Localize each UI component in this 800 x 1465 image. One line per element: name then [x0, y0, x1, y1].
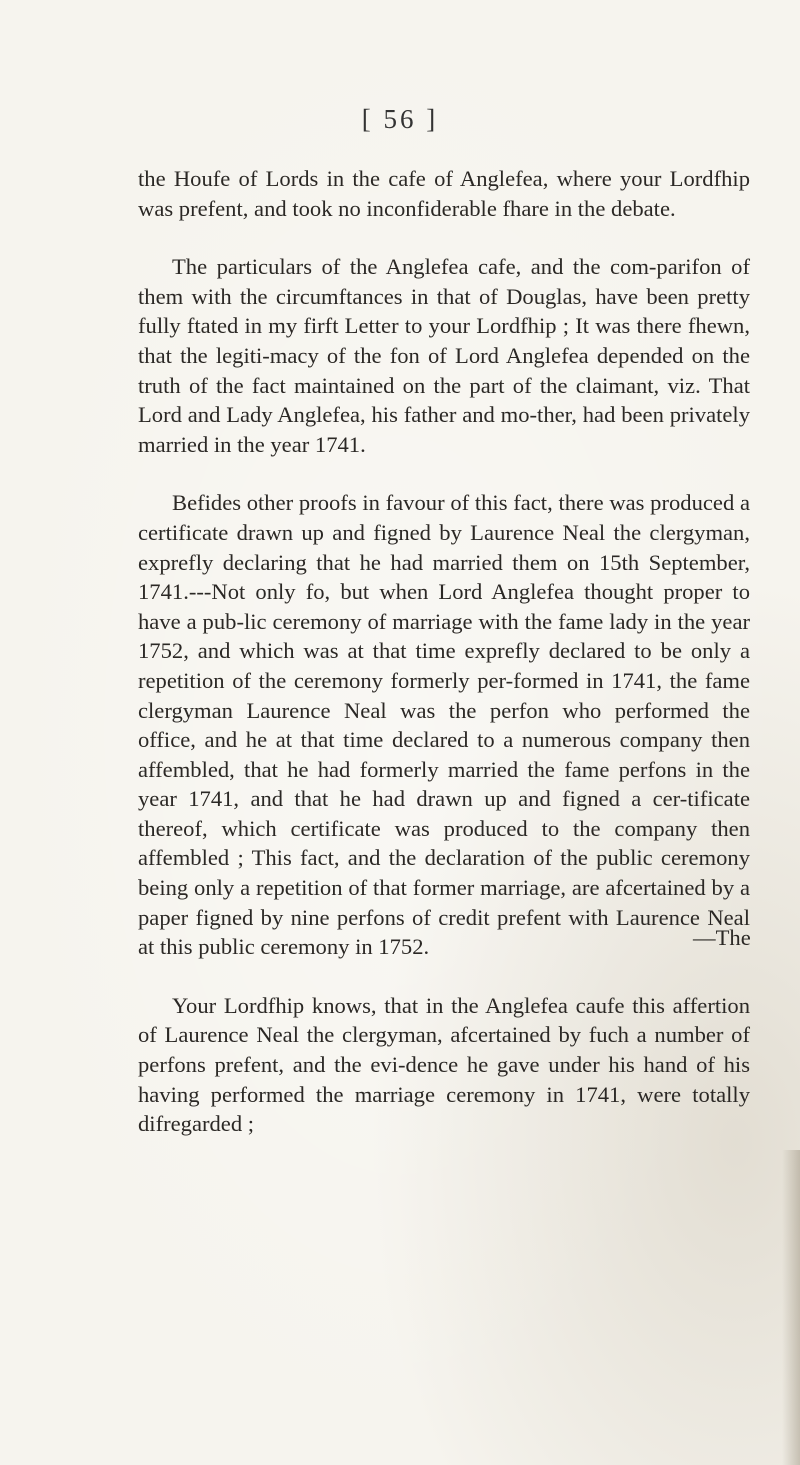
paragraph-2: The particulars of the Anglefea cafe, and the com-parifon of them with the circumftances in that of Douglas, have been pretty fully ftated in my firft Letter to your Lordfhip ; It was there fhewn, that the legiti-macy of the fon of Lord Anglefea depended on the truth of the fact maintained on the part of the claimant, viz. That Lord and Lady Anglefea, his father and mo-ther, had been privately married in the year 1741. [138, 254, 750, 457]
paragraph-3: Befides other proofs in favour of this fact, there was produced a certificate drawn up and figned by Laurence Neal the clergyman, exprefly declaring that he had married them on 15th September, 1741.---Not only fo, but when Lord Anglefea thought proper to have a pub-lic ceremony of marriage with the fame lady in the year 1752, and which was at that time exprefly declared to be only a repetition of the ceremony formerly per-formed in 1741, the fame clergyman Laurence Neal was the perfon who performed the office, and he at that time declared to a numerous company then affembled, that he had formerly married the fame perfons in the year 1741, and that he had drawn up and figned a cer-tificate thereof, which certificate was produced to the company then affembled ; This fact, and the declaration of the public ceremony being only a repetition of that former marriage, are afcertained by a paper figned by nine perfons of credit prefent with Laurence Neal at this public ceremony in 1752. [138, 490, 750, 960]
page-edge-shadow [782, 1150, 800, 1465]
paragraph-1: the Houfe of Lords in the cafe of Anglefea, where your Lordfhip was prefent, and took no inconfiderable fhare in the debate. [138, 166, 750, 221]
page-number: [ 56 ] [361, 104, 439, 134]
body-text [138, 164, 750, 1139]
paragraph-4: Your Lordfhip knows, that in the Anglefea caufe this affertion of Laurence Neal the clergyman, afcertained by fuch a number of perfons prefent, and the evi-dence he gave under his hand of his having performed the marriage ceremony in 1741, were totally difregarded ; [138, 992, 750, 1137]
catchword: —The [693, 925, 751, 950]
